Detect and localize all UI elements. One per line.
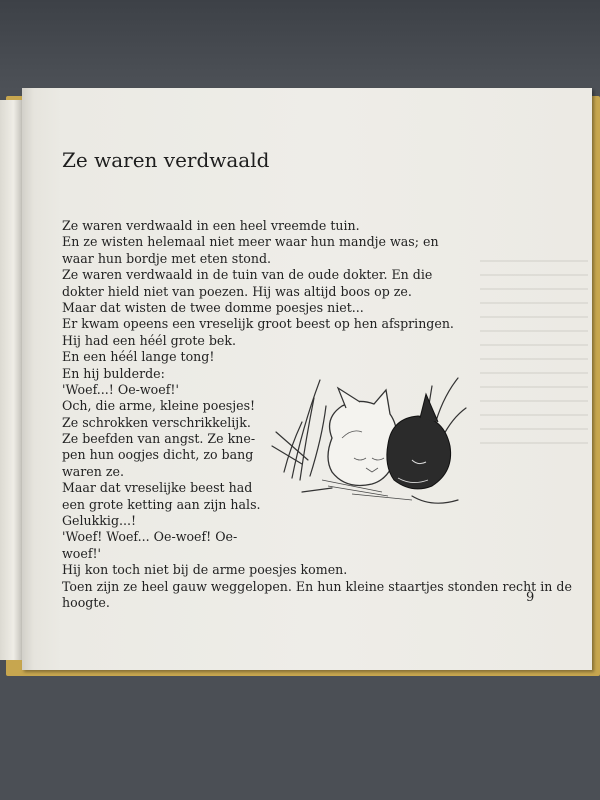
text-line: woef!'	[62, 545, 101, 561]
text-line: En hij bulderde:	[62, 365, 165, 381]
text-line: hoogte.	[62, 594, 110, 610]
text-line: waren ze.	[62, 463, 124, 479]
text-line: 'Woef...! Oe-woef!'	[62, 381, 179, 397]
text-line: Hij had een héél grote bek.	[62, 332, 237, 348]
background	[0, 0, 600, 90]
text-line: Maar dat vreselijke beest had	[62, 480, 253, 496]
text-line: Ze beefden van angst. Ze kne-	[62, 431, 256, 447]
text-line: een grote ketting aan zijn hals.	[62, 496, 261, 512]
text-line: Ze schrokken verschrikkelijk.	[62, 414, 251, 430]
text-line: Ze waren verdwaald in de tuin van de oude dokter. En die	[62, 267, 433, 283]
text-line: Gelukkig...!	[62, 513, 137, 529]
page-number: 9	[526, 590, 535, 605]
text-line: Hij kon toch niet bij de arme poesjes komen.	[62, 562, 348, 578]
text-line: Toen zijn ze heel gauw weggelopen. En hun kleine staartjes stonden recht in de	[62, 578, 572, 594]
kittens-illustration	[262, 368, 480, 518]
text-line: waar hun bordje met eten stond.	[62, 250, 272, 266]
text-line: Ze waren verdwaald in een heel vreemde tuin.	[62, 218, 360, 233]
text-line: En ze wisten helemaal niet meer waar hun mandje was; en	[62, 234, 439, 250]
page-title: Ze waren verdwaald	[62, 148, 270, 172]
text-line: Och, die arme, kleine poesjes!	[62, 398, 256, 414]
text-line: Maar dat wisten de twee domme poesjes niet...	[62, 299, 364, 315]
text-line: pen hun oogjes dicht, zo bang	[62, 447, 254, 463]
text-line: En een héél lange tong!	[62, 349, 215, 365]
text-line: Er kwam opeens een vreselijk groot beest op hen afspringen.	[62, 316, 454, 332]
text-line: dokter hield niet van poezen. Hij was altijd boos op ze.	[62, 283, 412, 299]
text-line: 'Woef! Woef... Oe-woef! Oe-	[62, 529, 238, 545]
